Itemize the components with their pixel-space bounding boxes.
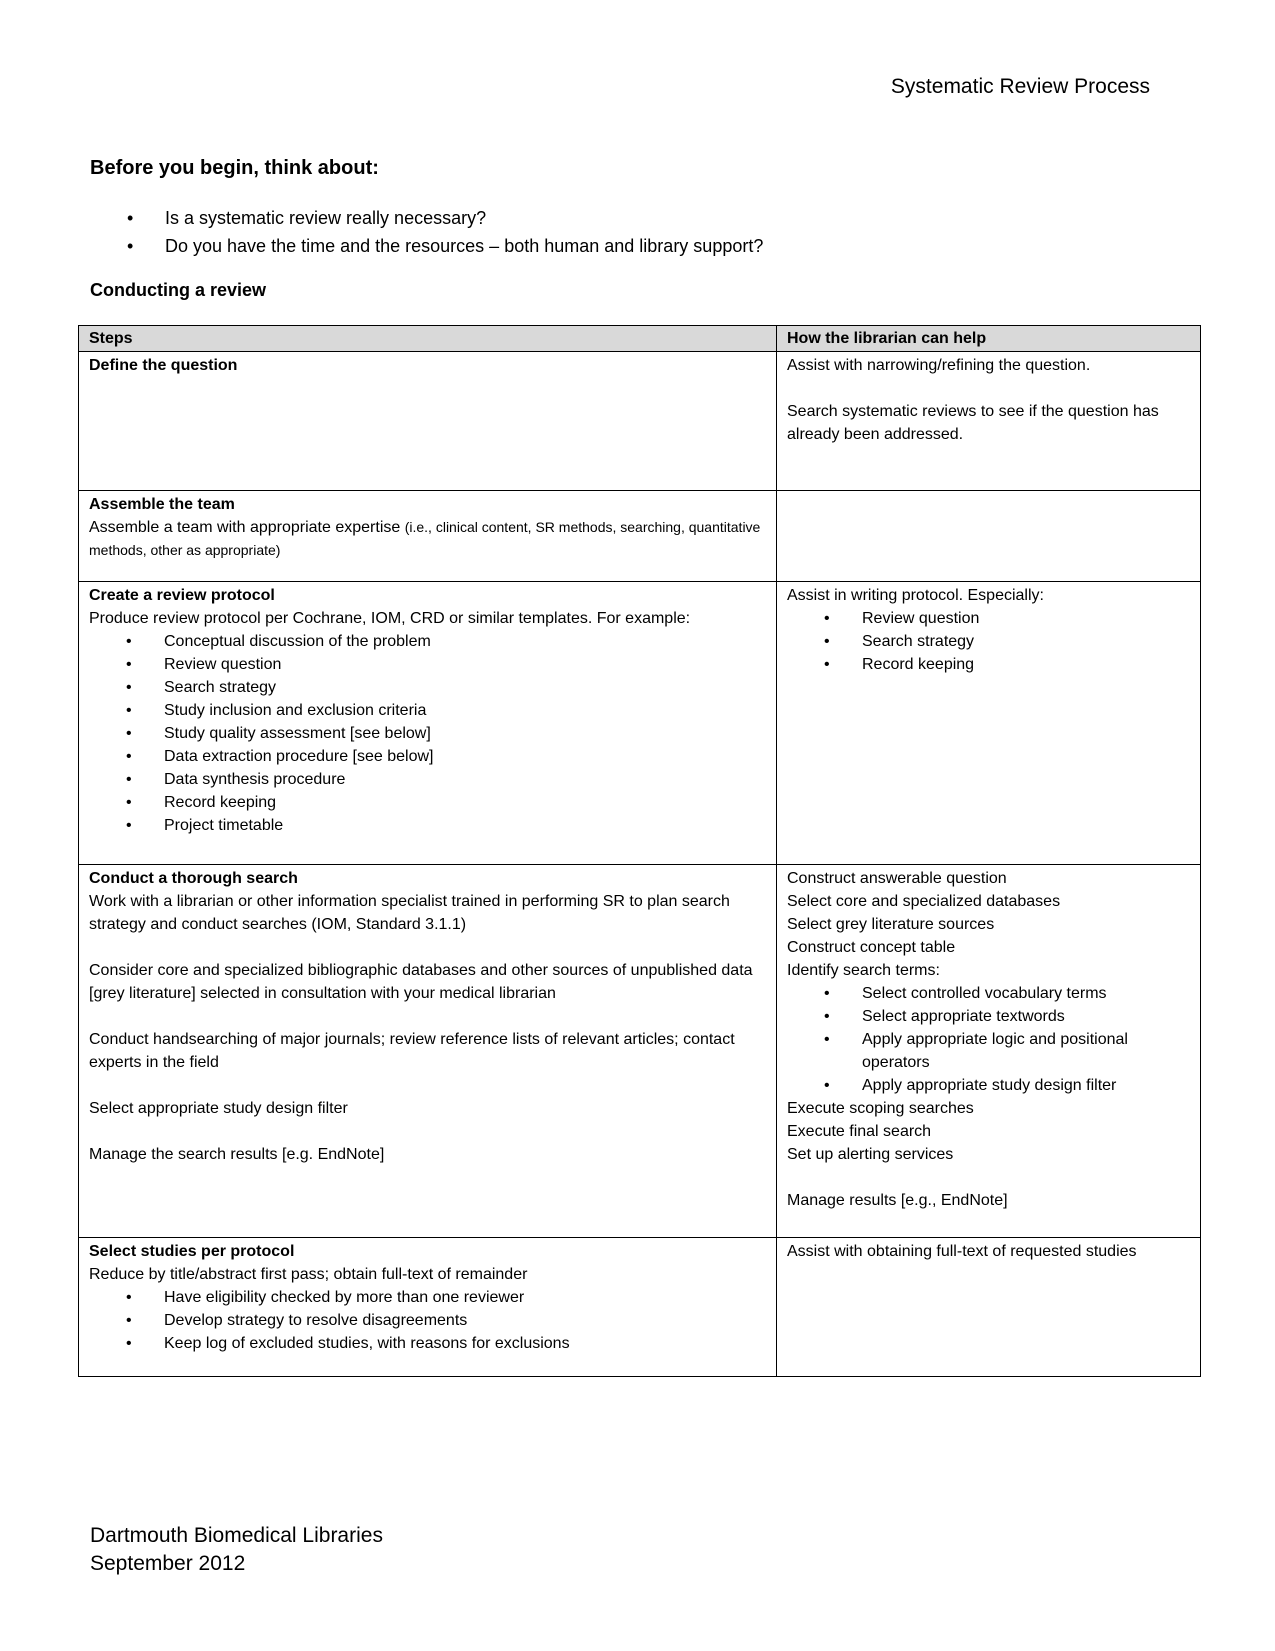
step-text: Conduct handsearching of major journals; review reference lists of relevant articles; contact experts in the field [89,1031,735,1071]
list-item: • Keep log of excluded studies, with reasons for exclusions [89,1332,766,1355]
list-item: • Study quality assessment [see below] [89,722,766,745]
help-text: Assist in writing protocol. Especially: [787,587,1044,604]
help-cell [777,582,1201,865]
intro-bullet: • Do you have the time and the resources – both human and library support? [90,232,763,260]
list-item: • Search strategy [89,676,766,699]
help-text: Execute final search [787,1123,932,1140]
list-item: • Review question [89,653,766,676]
footer-org: Dartmouth Biomedical Libraries [90,1524,383,1547]
list-item: • Review question [787,607,1190,630]
help-text: Assist with obtaining full-text of requested studies [787,1243,1137,1260]
table-header-row [79,326,1201,352]
list-item: • Data synthesis procedure [89,768,766,791]
list-item: • Record keeping [787,653,1190,676]
table-row [79,1238,1201,1377]
table-row [79,352,1201,491]
step-cell [79,865,777,1238]
footer [90,1522,383,1578]
step-text: Select appropriate study design filter [89,1100,348,1117]
list-item: • Search strategy [787,630,1190,653]
step-text: Consider core and specialized bibliographic databases and other sources of unpublished data [grey literature] selected in consultation with your medical librarian [89,962,753,1002]
help-text: Assist with narrowing/refining the question. [787,357,1091,374]
column-header-steps: Steps [79,326,777,352]
step-cell [79,352,777,491]
step-title: Create a review protocol [89,587,275,604]
step-text: Manage the search results [e.g. EndNote] [89,1146,385,1163]
step-text-note: (i.e., clinical content, SR methods, searching, quantitative methods, other as appropriate) [89,519,761,558]
step-cell [79,1238,777,1377]
list-item: • Record keeping [89,791,766,814]
list-item: • Apply appropriate study design filter [787,1074,1190,1097]
step-title: Define the question [89,357,238,374]
footer-date: September 2012 [90,1552,246,1575]
list-item: • Study inclusion and exclusion criteria [89,699,766,722]
step-text [89,516,766,562]
help-bullet-list [787,982,1190,1097]
step-bullet-list [89,1286,766,1355]
help-text: Select core and specialized databases [787,893,1061,910]
step-title: Select studies per protocol [89,1243,295,1260]
steps-table [78,325,1201,1377]
list-item: • Apply appropriate logic and positional operators [787,1028,1190,1074]
step-bullet-list [89,630,766,837]
list-item: • Select appropriate textwords [787,1005,1190,1028]
step-text: Produce review protocol per Cochrane, IOM, CRD or similar templates. For example: [89,610,691,627]
list-item: • Select controlled vocabulary terms [787,982,1190,1005]
list-item: • Data extraction procedure [see below] [89,745,766,768]
step-text: Reduce by title/abstract first pass; obtain full-text of remainder [89,1266,528,1283]
step-title: Conduct a thorough search [89,870,298,887]
help-text: Select grey literature sources [787,916,995,933]
help-cell [777,865,1201,1238]
step-title: Assemble the team [89,496,235,513]
table-row [79,582,1201,865]
help-cell [777,352,1201,491]
help-text: Execute scoping searches [787,1100,974,1117]
intro-bullet: • Is a systematic review really necessary? [90,204,763,232]
list-item: • Have eligibility checked by more than one reviewer [89,1286,766,1309]
help-cell [777,1238,1201,1377]
help-text: Search systematic reviews to see if the question has already been addressed. [787,403,1159,443]
help-text: Construct concept table [787,939,956,956]
help-text: Construct answerable question [787,870,1007,887]
help-text: Set up alerting services [787,1146,954,1163]
list-item: • Conceptual discussion of the problem [89,630,766,653]
table-row [79,491,1201,582]
step-cell [79,582,777,865]
list-item: • Project timetable [89,814,766,837]
intro-heading: Before you begin, think about: [90,157,379,179]
intro-bullet-list [90,204,763,260]
section-heading: Conducting a review [90,280,267,300]
help-cell [777,491,1201,582]
list-item: • Develop strategy to resolve disagreements [89,1309,766,1332]
page-header-title: Systematic Review Process [890,75,1150,98]
step-text: Work with a librarian or other information specialist trained in performing SR to plan search strategy and conduct searches (IOM, Standard 3.1.1) [89,893,730,933]
help-text: Identify search terms: [787,962,940,979]
column-header-help: How the librarian can help [777,326,1201,352]
table-row [79,865,1201,1238]
step-cell [79,491,777,582]
help-bullet-list [787,607,1190,676]
help-text: Manage results [e.g., EndNote] [787,1192,1008,1209]
step-text-main: Assemble a team with appropriate expertise [89,519,401,536]
